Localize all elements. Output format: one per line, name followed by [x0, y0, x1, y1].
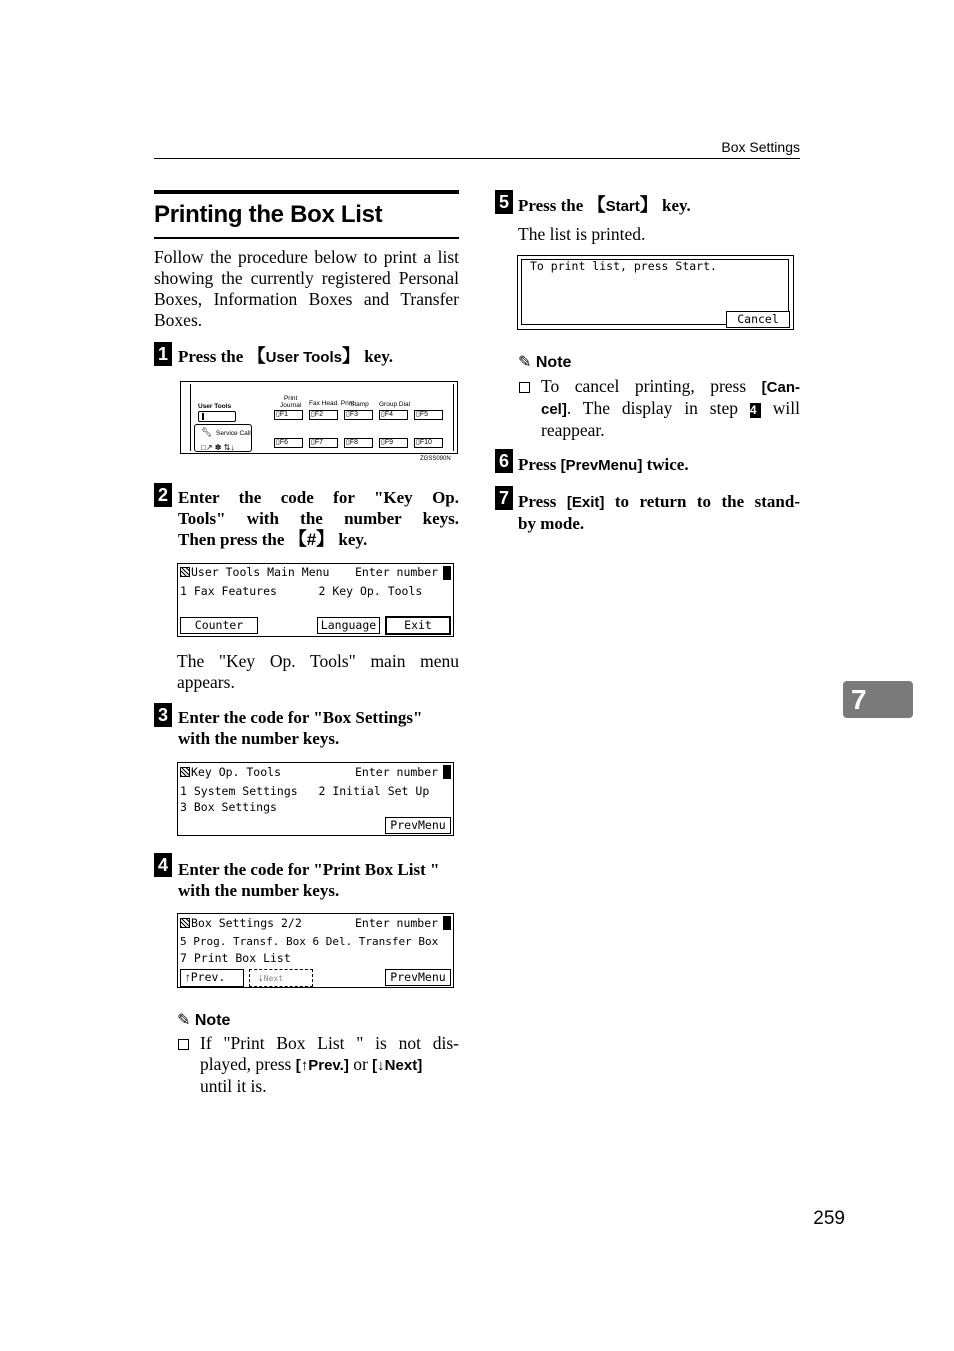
- wrench-icon: 🔧︎: [201, 427, 213, 437]
- lcd-line-2: 7 Print Box List: [180, 951, 291, 965]
- step-1-number: 1: [154, 342, 172, 366]
- stamp-label: Stamp: [350, 401, 369, 408]
- step-5-pre: Press the: [518, 196, 588, 215]
- step-4-line-1: Enter the code for "Print Box List ": [178, 860, 440, 879]
- step-2-line-3: Then press the 【#】 key.: [178, 529, 368, 549]
- step-6-pre: Press: [518, 455, 561, 474]
- note-2-text: [541, 376, 800, 441]
- lcd-box-settings: [177, 913, 454, 988]
- step-4-line-2: with the number keys.: [178, 881, 340, 900]
- down-arrow-icon: ↓: [258, 972, 264, 984]
- f4-key[interactable]: ▯F4: [379, 410, 408, 420]
- menu-icon: [180, 567, 190, 577]
- note-2-title-row: [518, 352, 571, 372]
- next-button[interactable]: [249, 969, 313, 987]
- step-6-text: [518, 454, 800, 476]
- step-2-text: [178, 487, 459, 550]
- cancel-key-label-part-1: [Can-: [761, 379, 800, 396]
- lcd-status: Enter number: [355, 916, 439, 930]
- note-2-line-1: [541, 376, 800, 398]
- lcd-cursor: [443, 916, 451, 930]
- lcd-title-row: [180, 916, 302, 930]
- lcd-status: Enter number: [355, 565, 439, 579]
- note-2-title: Note: [535, 354, 572, 371]
- f1-key[interactable]: ▯F1: [274, 410, 303, 420]
- lcd-title-row: [180, 565, 329, 579]
- title-top-rule: [154, 190, 459, 194]
- lcd-cursor: [443, 765, 451, 779]
- step-7-text: [518, 491, 800, 534]
- lcd-status: Enter number: [355, 765, 439, 779]
- f2-key[interactable]: ▯F2: [309, 410, 338, 420]
- step-4-number: 4: [154, 853, 172, 877]
- note-1-mid: or: [348, 1054, 373, 1074]
- step-1-pre: Press the: [178, 347, 248, 366]
- next-button-label: Next: [263, 974, 284, 983]
- lcd-line-1: 1 System Settings 2 Initial Set Up: [180, 784, 430, 798]
- step-1-text: Press the 【User Tools】 key.: [178, 346, 394, 366]
- step-7-line-1: [518, 491, 800, 513]
- step-4-text: [178, 859, 463, 901]
- prev-button-label: Prev.: [190, 970, 226, 984]
- prevmenu-button[interactable]: PrevMenu: [385, 969, 451, 986]
- service-call-label: Service Call: [216, 430, 251, 437]
- start-key-label: Start: [605, 198, 640, 215]
- print-journal-l1: Print: [283, 395, 298, 402]
- control-panel-illustration: [180, 381, 458, 454]
- user-tools-panel-label: User Tools: [198, 403, 232, 410]
- f6-key[interactable]: ▯F6: [274, 438, 303, 448]
- f9-key[interactable]: ▯F9: [379, 438, 408, 448]
- title-bottom-rule: [154, 237, 459, 239]
- f3-key[interactable]: ▯F3: [344, 410, 373, 420]
- note-2-line-3: reappear.: [541, 420, 605, 440]
- up-arrow-icon: ↑: [185, 972, 191, 984]
- exit-button[interactable]: Exit: [385, 616, 451, 635]
- cancel-button[interactable]: Cancel: [726, 311, 790, 328]
- f8-key[interactable]: ▯F8: [344, 438, 373, 448]
- note-1-line-3: until it is.: [200, 1076, 267, 1096]
- panel-right-edge: [453, 384, 454, 451]
- step-7-pre: Press: [518, 492, 567, 511]
- note-1-line-2: played, press [↑Prev.] or [↓Next]: [200, 1054, 423, 1074]
- step-5-number: 5: [495, 190, 513, 214]
- step-2-l3-post: key.: [334, 530, 368, 549]
- menu-icon: [180, 767, 190, 777]
- chapter-tab: 7: [843, 681, 913, 718]
- hash-key-label: #: [306, 530, 317, 549]
- step-5-followup: The list is printed.: [518, 224, 646, 244]
- lcd-title-row: [180, 765, 281, 779]
- step-2-number: 2: [154, 483, 172, 507]
- figure-code: ZGSS090N: [420, 456, 451, 462]
- lcd-print-list: [517, 255, 794, 330]
- note-2-mid: . The display in step: [566, 398, 750, 418]
- panel-edge: [183, 384, 191, 451]
- exit-key-label: [Exit]: [566, 494, 605, 511]
- lcd-line-1: To print list, press Start.: [530, 259, 717, 273]
- step-6-number: 6: [495, 449, 513, 473]
- f7-key[interactable]: ▯F7: [309, 438, 338, 448]
- prev-button[interactable]: [180, 969, 244, 987]
- panel-misc-icons: □↗ ✽ ⇅↓: [201, 443, 235, 452]
- lcd-line-1: 5 Prog. Transf. Box 6 Del. Transfer Box: [180, 935, 439, 948]
- step-2-followup: The "Key Op. Tools" main menu appears.: [177, 651, 459, 692]
- lcd-key-op-tools: [177, 762, 454, 836]
- f10-key[interactable]: ▯F10: [414, 438, 443, 448]
- step-5-text: Press the 【Start】 key.: [518, 195, 691, 215]
- note-2-line-2: [541, 398, 800, 420]
- note-1-pre: played, press: [200, 1054, 296, 1074]
- step-5-post: key.: [657, 196, 691, 215]
- pencil-icon: ✎: [177, 1012, 191, 1029]
- fax-head-print-label: Fax Head. Print: [309, 400, 355, 407]
- note-2-checkbox-icon: [519, 380, 530, 398]
- step-7-post-1: to return to the stand-: [604, 492, 801, 511]
- lcd-title: Key Op. Tools: [191, 765, 282, 779]
- page-number: 259: [813, 1208, 845, 1229]
- cancel-key-label-part-2: cel]: [541, 401, 567, 418]
- step-7-number: 7: [495, 486, 513, 510]
- prevmenu-button[interactable]: PrevMenu: [385, 817, 451, 834]
- note-1-title-row: [177, 1010, 230, 1030]
- lcd-user-tools-main-menu: [177, 563, 454, 637]
- lcd-cursor: [443, 566, 451, 580]
- header-rule: [154, 158, 800, 159]
- group-dial-label: Group Dial: [379, 401, 411, 408]
- print-journal-label: [280, 395, 301, 409]
- note-1-checkbox-icon: [178, 1037, 189, 1055]
- step-7-line-2: by mode.: [518, 514, 585, 533]
- user-tools-key[interactable]: [198, 411, 236, 422]
- note-2-pre: To cancel printing, press: [541, 376, 762, 396]
- intro-paragraph: Follow the procedure below to print a list showing the currently registered Personal Boxes, Information Boxes and Transfer Boxes.: [154, 247, 459, 330]
- lcd-line-2: 3 Box Settings: [180, 800, 277, 814]
- f5-key[interactable]: ▯F5: [414, 410, 443, 420]
- lcd-line-1: 1 Fax Features 2 Key Op. Tools: [180, 584, 423, 598]
- running-header: Box Settings: [721, 139, 800, 155]
- next-key-label: Next: [384, 1057, 418, 1074]
- user-tools-key-label: User Tools: [265, 349, 342, 366]
- step-2-l3-pre: Then press the: [178, 530, 289, 549]
- print-journal-l2: Journal: [280, 402, 302, 409]
- step-3-number: 3: [154, 703, 172, 727]
- note-1-line-1: If "Print Box List " is not dis-: [200, 1033, 459, 1053]
- step-3-line-1: Enter the code for "Box Settings": [178, 708, 423, 727]
- step-3-line-2: with the number keys.: [178, 729, 340, 748]
- pencil-icon: ✎: [518, 354, 532, 371]
- language-button[interactable]: Language: [317, 617, 380, 634]
- note-1-text: [200, 1033, 459, 1097]
- step-2-line-2: Tools" with the number keys.: [178, 509, 459, 528]
- section-title: Printing the Box List: [154, 201, 383, 228]
- step-3-text: [178, 707, 463, 749]
- step-1-post: key.: [359, 347, 394, 366]
- note-1-title: Note: [194, 1012, 231, 1029]
- step-ref-badge: 4: [750, 403, 761, 418]
- prevmenu-key-label: [PrevMenu]: [560, 457, 643, 474]
- prev-key-label: Prev.: [308, 1057, 344, 1074]
- lcd-title: Box Settings 2/2: [191, 916, 302, 930]
- step-6-post: twice.: [642, 455, 689, 474]
- menu-icon: [180, 918, 190, 928]
- key-indicator: [202, 413, 204, 420]
- step-2-line-1: Enter the code for "Key Op.: [178, 488, 459, 507]
- counter-button[interactable]: Counter: [180, 617, 258, 634]
- lcd-title: User Tools Main Menu: [191, 565, 330, 579]
- note-2-post: will: [760, 398, 800, 418]
